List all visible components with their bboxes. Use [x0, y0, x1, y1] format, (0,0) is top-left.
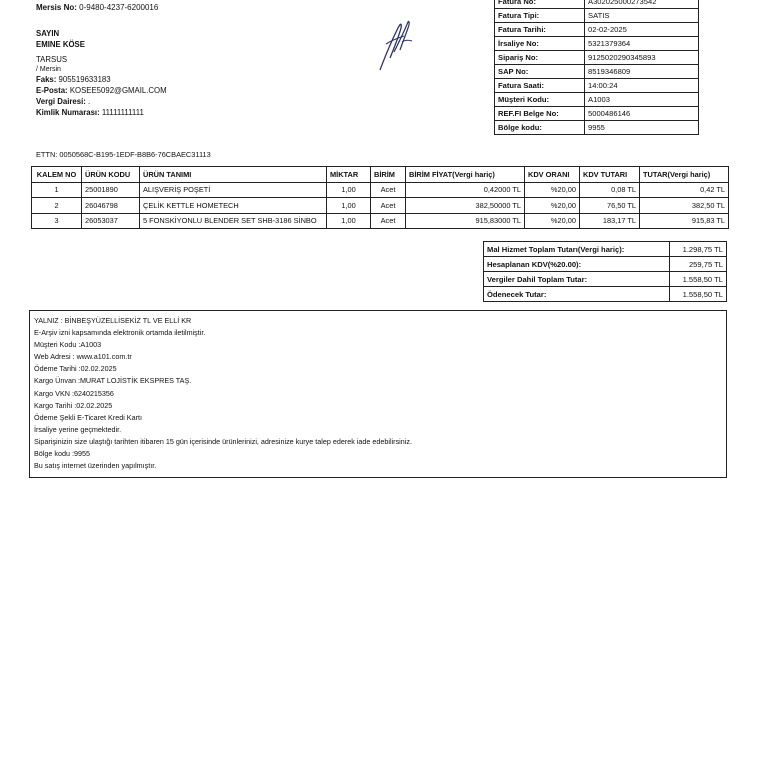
totals-label: Hesaplanan KDV(%20.00): [484, 257, 670, 272]
cell-urun-kodu: 26046798 [82, 198, 140, 214]
totals-value: 1.298,75 TL [670, 242, 727, 257]
cell-urun-tanimi: 5 FONSKİYONLU BLENDER SET SHB-3186 SİNBO [140, 213, 327, 229]
cell-tutar: 915,83 TL [640, 213, 729, 229]
info-value: A1003 [585, 93, 699, 107]
cell-birim-fiyat: 382,50000 TL [406, 198, 525, 214]
cell-urun-kodu: 26053037 [82, 213, 140, 229]
cell-kdv-orani: %20,00 [525, 198, 580, 214]
note-line: Siparişinizin size ulaştığı tarihten itibaren 15 gün içerisinde ürünlerinizi, adresinize kurye talep ederek iade edebilirsiniz. [34, 436, 412, 446]
totals-value: 1.558,50 TL [670, 287, 727, 302]
signature-image [372, 14, 416, 74]
note-line: YALNIZ : BİNBEŞYÜZELLİSEKİZ TL VE ELLİ KR [34, 316, 192, 325]
col-header-birim-fiyat: BİRİM FİYAT(Vergi hariç) [406, 167, 525, 183]
note-line: E-Arşiv izni kapsamında elektronik ortamda iletilmiştir. [34, 328, 206, 338]
cell-urun-tanimi: ALIŞVERİŞ POŞETİ [140, 182, 327, 198]
cell-kalem-no: 3 [32, 213, 82, 229]
info-value: 8519346809 [585, 65, 699, 79]
cell-miktar: 1,00 [327, 213, 371, 229]
cell-birim: Acet [371, 213, 406, 229]
col-header-birim: BİRİM [371, 167, 406, 183]
info-value: 9125020290345893 [585, 51, 699, 65]
cell-birim: Acet [371, 198, 406, 214]
info-value: 5321379364 [585, 37, 699, 51]
cell-kdv-tutari: 76,50 TL [580, 198, 640, 214]
info-row [495, 0, 699, 9]
totals-row [484, 287, 727, 302]
cell-birim: Acet [371, 182, 406, 198]
info-value: 02-02-2025 [585, 23, 699, 37]
col-header-kalem-no: KALEM NO [32, 167, 82, 183]
col-header-tutar: TUTAR(Vergi hariç) [640, 167, 729, 183]
col-header-kdv-tutari: KDV TUTARI [580, 167, 640, 183]
table-row [32, 182, 729, 198]
email-label: E-Posta: [36, 86, 68, 95]
info-label: Fatura Tarihi: [495, 23, 585, 37]
invoice-info-table [494, 0, 699, 135]
buyer-email-line [36, 85, 296, 96]
cell-kalem-no: 1 [32, 182, 82, 198]
cell-urun-tanimi: ÇELİK KETTLE HOMETECH [140, 198, 327, 214]
mersis-value: 0-9480-4237-6200016 [79, 3, 159, 12]
note-line: Ödeme Tarihi :02.02.2025 [34, 364, 117, 374]
email-value: KOSEE5092@GMAIL.COM [69, 86, 167, 95]
buyer-salutation: SAYIN [36, 29, 60, 38]
info-label: Fatura No: [495, 0, 585, 9]
buyer-fax-line [36, 74, 296, 85]
totals-value: 259,75 TL [670, 257, 727, 272]
info-row [495, 51, 699, 65]
info-label: Fatura Saati: [495, 79, 585, 93]
note-line: Bu satış internet üzerinden yapılmıştır. [34, 461, 157, 471]
col-header-urun-kodu: ÜRÜN KODU [82, 167, 140, 183]
info-row [495, 107, 699, 121]
buyer-city: TARSUS [36, 55, 68, 64]
info-value: 5000486146 [585, 107, 699, 121]
col-header-urun-tanimi: ÜRÜN TANIMI [140, 167, 327, 183]
cell-kdv-orani: %20,00 [525, 182, 580, 198]
info-value: SATIS [585, 9, 699, 23]
note-line: Kargo Ünvan :MURAT LOJİSTİK EKSPRES TAŞ. [34, 376, 192, 386]
info-label: Müşteri Kodu: [495, 93, 585, 107]
cell-tutar: 382,50 TL [640, 198, 729, 214]
cell-miktar: 1,00 [327, 182, 371, 198]
info-row [495, 93, 699, 107]
table-row [32, 213, 729, 229]
totals-table [483, 241, 727, 302]
note-line: İrsaliye yerine geçmektedir. [34, 424, 122, 434]
info-row [495, 23, 699, 37]
cell-kdv-tutari: 0,08 TL [580, 182, 640, 198]
cell-tutar: 0,42 TL [640, 182, 729, 198]
info-label: Bölge kodu: [495, 121, 585, 135]
cell-kdv-orani: %20,00 [525, 213, 580, 229]
ettn-line: ETTN: 0050568C-B195-1EDF-B8B6-76CBAEC31113 [36, 150, 211, 159]
note-line: Kargo VKN :6240215356 [34, 388, 114, 398]
info-label: REF.FI Belge No: [495, 107, 585, 121]
totals-row [484, 242, 727, 257]
info-value: 9955 [585, 121, 699, 135]
buyer-id-line [36, 107, 296, 118]
buyer-province: / Mersin [36, 66, 61, 73]
info-label: SAP No: [495, 65, 585, 79]
cell-birim-fiyat: 915,83000 TL [406, 213, 525, 229]
buyer-tax-office-line [36, 96, 296, 107]
info-row [495, 9, 699, 23]
items-table [31, 166, 729, 229]
tax-office-value: . [88, 97, 91, 106]
totals-row [484, 272, 727, 287]
totals-label: Mal Hizmet Toplam Tutarı(Vergi hariç): [484, 242, 670, 257]
table-row [32, 198, 729, 214]
note-line: Müşteri Kodu :A1003 [34, 340, 102, 350]
totals-value: 1.558,50 TL [670, 272, 727, 287]
info-label: Fatura Tipi: [495, 9, 585, 23]
info-row [495, 37, 699, 51]
totals-label: Vergiler Dahil Toplam Tutar: [484, 272, 670, 287]
totals-row [484, 257, 727, 272]
items-header-row [32, 167, 729, 183]
note-line: Bölge kodu :9955 [34, 449, 90, 459]
info-row [495, 121, 699, 135]
id-value: 11111111111 [101, 108, 144, 117]
info-value: 14:00:24 [585, 79, 699, 93]
buyer-name: EMINE KÖSE [36, 40, 85, 49]
cell-miktar: 1,00 [327, 198, 371, 214]
note-line: Web Adresi : www.a101.com.tr [34, 352, 132, 362]
info-row [495, 79, 699, 93]
tax-office-label: Vergi Dairesi: [36, 97, 86, 106]
info-row [495, 65, 699, 79]
buyer-block [36, 28, 296, 118]
cell-kdv-tutari: 183,17 TL [580, 213, 640, 229]
info-label: Sipariş No: [495, 51, 585, 65]
mersis-label: Mersis No: [36, 3, 77, 12]
cell-kalem-no: 2 [32, 198, 82, 214]
info-value: A302025000273542 [585, 0, 699, 9]
col-header-miktar: MİKTAR [327, 167, 371, 183]
fax-label: Faks: [36, 75, 57, 84]
cell-urun-kodu: 25001890 [82, 182, 140, 198]
fax-value: 905519633183 [58, 75, 111, 84]
info-label: İrsaliye No: [495, 37, 585, 51]
notes-box [29, 310, 727, 478]
note-line: Kargo Tarihi :02.02.2025 [34, 400, 113, 410]
note-line: Ödeme Şekli E-Ticaret Kredi Kartı [34, 412, 142, 422]
mersis-line [36, 3, 158, 12]
col-header-kdv-orani: KDV ORANI [525, 167, 580, 183]
cell-birim-fiyat: 0,42000 TL [406, 182, 525, 198]
id-label: Kimlik Numarası: [36, 108, 100, 117]
totals-label: Ödenecek Tutar: [484, 287, 670, 302]
